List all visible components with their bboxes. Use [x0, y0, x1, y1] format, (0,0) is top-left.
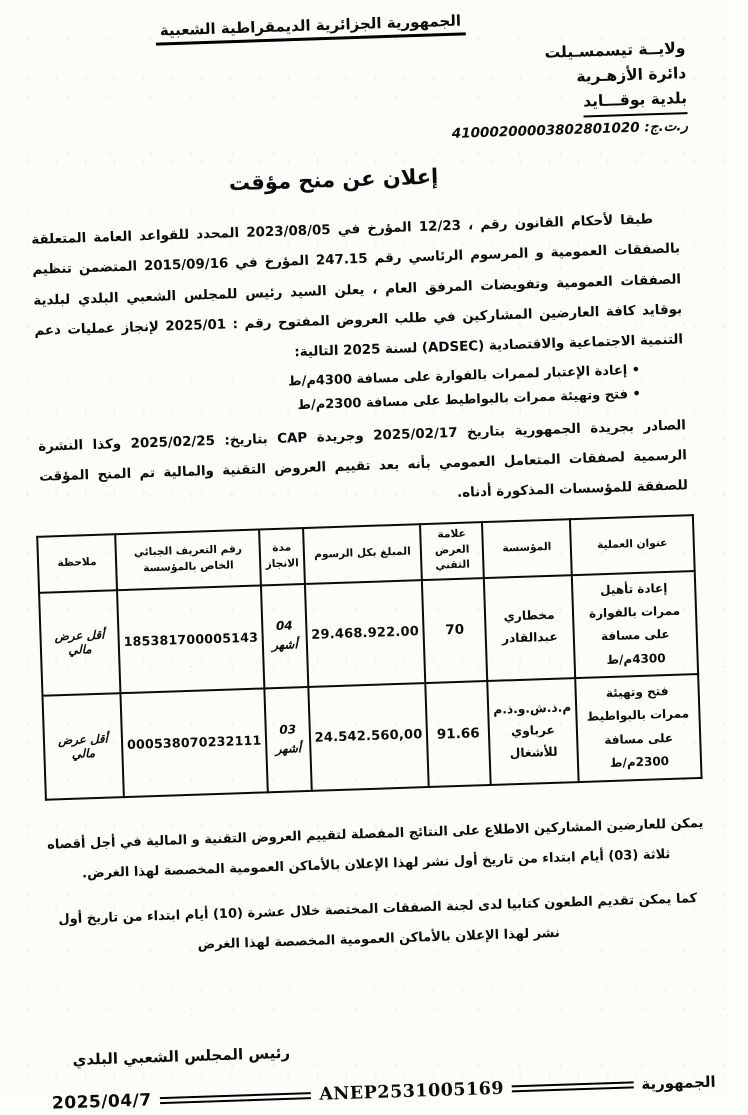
table-header-company: المؤسسة [482, 519, 572, 578]
table-header-duration: مدة الانجاز [259, 528, 304, 585]
cell-company: مخطاري عبدالقادر [484, 575, 575, 681]
results-consultation-notice: يمكن للعارضين المشاركين الاطلاع على النتائج المفصلة لتقييم العروض التقنية و المالية في أجل أقصاه ثلاثة (03) أيام ابتداء من تاريخ أول نشر لهذا الإعلان بالأماكن العمومية المخصصة لهذا الغرض. [46, 815, 704, 882]
cell-technical-score: 70 [422, 578, 487, 684]
republic-title: الجمهورية الجزائرية الديمقراطية الشعبية [156, 11, 466, 45]
cell-amount: 24.542.560,00 [308, 683, 429, 790]
table-row [42, 674, 701, 799]
cell-tax-id: 185381700005143 [117, 585, 265, 693]
cell-remark: أقل عرض مالي [39, 590, 120, 696]
wilaya-name: ولايــة تيسمسـيلت [544, 39, 686, 62]
intro-paragraph: طبقا لأحكام القانون رقم ، 12/23 المؤرخ في 2023/08/05 المحدد للقواعد العامة المتعلقة بالصفقات العمومية و المرسوم الرئاسي رقم 247.15 المؤرخ في 2015/09/16 المتضمن تنظيم الصفقات العمومية وتفويضات المرفق العام ، يعلن السيد رئيس للمجلس الشعبي البلدي لبلدية بوقايد كافة العارضين المشاركين في طلب العروض المفتوح رقم : 2025/01 لإنجاز عمليات دعم التنمية الاجتماعية والاقتصادية (ADSEC) لسنة 2025 التالية: [31, 212, 684, 361]
document-title: إعلان عن منح مؤقت [228, 164, 439, 196]
cell-operation: فتح وتهيئة ممرات بالبواطيط على مسافة 2300م/ط [575, 674, 701, 782]
commune-name: بلدية بوقـــايد [583, 86, 688, 118]
publication-paragraph: الصادر بجريدة الجمهورية بتاريخ 2025/02/17 وجريدة CAP بتاريخ: 2025/02/25 وكذا النشرة الرسمية لصفقات المتعامل العمومي بأنه بعد تقييم العروض التقنية والمالية تم المنح المؤقت للصفقة للمؤسسات المذكورة أدناه. [37, 418, 689, 502]
table-header-technical-score: علامة العرض التقني [420, 522, 483, 580]
issuing-authority-block [13, 36, 688, 160]
cell-amount: 29.468.922.00 [305, 580, 426, 687]
tax-registration-number: ر.ت.ج: 41000200003802801020 [451, 118, 689, 143]
cell-company: م.ذ.ش.و.ذ.م عرباوي للأشغال [487, 678, 578, 784]
footer-rule [160, 1092, 312, 1104]
operation-bullet: • إعادة الإعتبار لممرات بالفوارة على مسافة 4300م/ط [24, 359, 640, 403]
signature-title: رئيس المجلس الشعبي البلدي [72, 1043, 291, 1070]
appeals-notice: كما يمكن تقديم الطعون كتابيا لدى لجنة الصفقات المختصة خلال عشرة (10) أيام ابتداء من تاريخ أول نشر لهذا الإعلان بالأماكن العمومية المخصصة لهذا الغرض [58, 891, 698, 954]
newspaper-logo: الجمهورية [641, 1072, 716, 1094]
cell-technical-score: 91.66 [426, 681, 491, 787]
table-header-remark: ملاحظة [37, 534, 117, 593]
anep-number: ANEP2531005169 [318, 1078, 505, 1106]
cell-duration: 03 أشهر [265, 687, 312, 792]
cell-tax-id: 000538070232111 [120, 688, 268, 796]
footer-bar [48, 1072, 720, 1114]
cell-remark: أقل عرض مالي [42, 693, 123, 799]
table-header-operation: عنوان العملية [570, 515, 695, 575]
daira-name: دائرة الأزهـرية [575, 64, 687, 86]
awards-table [36, 514, 702, 801]
table-header-tax-id: رقم التعريف الجبائي الخاص بالمؤسسة [115, 529, 261, 590]
footer-date: 2025/04/7 [51, 1090, 153, 1114]
cell-operation: إعادة تأهيل ممرات بالفوارة على مسافة 4300م/ط [572, 571, 698, 679]
table-header-amount: المبلغ بكل الرسوم [303, 524, 423, 584]
footer-rule [512, 1081, 634, 1092]
cell-duration: 04 أشهر [261, 584, 308, 689]
operation-bullet: • فتح وتهيئة ممرات بالبواطيط على مسافة 2300م/ط [25, 383, 641, 427]
